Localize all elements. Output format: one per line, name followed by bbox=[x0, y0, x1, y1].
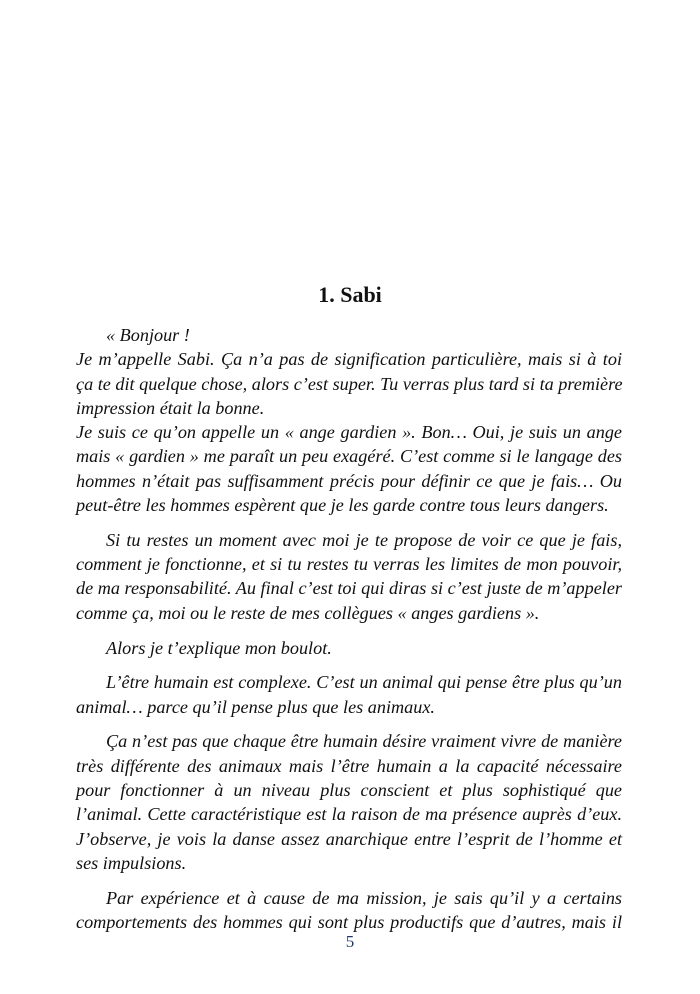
text-line: peut-être les hommes espèrent que je les garde contre tous leurs dangers. bbox=[76, 495, 609, 516]
paragraph bbox=[76, 636, 622, 660]
paragraph bbox=[76, 729, 622, 875]
text-line: très différente des animaux mais l’être humain a la capacité nécessaire bbox=[76, 755, 622, 776]
text-line: mais « gardien » me paraît un peu exagéré. C’est comme si le langage des bbox=[76, 446, 622, 467]
text-line: « Bonjour ! bbox=[106, 325, 190, 345]
text-line: animal… parce qu’il pense plus que les animaux. bbox=[76, 696, 435, 717]
chapter-title: 1. Sabi bbox=[318, 282, 382, 307]
text-line: Alors je t’explique mon boulot. bbox=[106, 637, 332, 658]
text-line: de ma responsabilité. Au final c’est toi qui diras si c’est juste de m’appeler bbox=[76, 578, 622, 599]
text-line: comment je fonctionne, et si tu restes tu verras les limites de mon pouvoir, bbox=[76, 554, 622, 575]
text-line: Si tu restes un moment avec moi je te propose de voir ce que je fais, bbox=[106, 529, 622, 550]
text-line: ça te dit quelque chose, alors c’est super. Tu verras plus tard si ta première bbox=[76, 373, 623, 394]
paragraph bbox=[76, 886, 622, 935]
paragraph bbox=[76, 323, 622, 347]
paragraph bbox=[76, 670, 622, 719]
text-line: impression était la bonne. bbox=[76, 397, 265, 418]
paragraph bbox=[76, 528, 622, 625]
text-line: hommes n’était pas suffisamment précis pour définir ce que je fais… Ou bbox=[76, 470, 622, 491]
text-line: comme ça, moi ou le reste de mes collègues « anges gardiens ». bbox=[76, 602, 540, 623]
paragraph bbox=[76, 420, 622, 517]
text-line: l’animal. Cette caractéristique est la raison de ma présence auprès d’eux. bbox=[76, 804, 622, 825]
chapter-body bbox=[76, 323, 622, 945]
text-line: Je m’appelle Sabi. Ça n’a pas de signification particulière, mais si à toi bbox=[76, 349, 622, 370]
text-line: Par expérience et à cause de ma mission, je sais qu’il y a certains bbox=[106, 887, 622, 908]
text-line: Je suis ce qu’on appelle un « ange gardien ». Bon… Oui, je suis un ange bbox=[76, 422, 622, 443]
page-number: 5 bbox=[345, 932, 355, 951]
text-line: J’observe, je vois la danse assez anarchique entre l’esprit de l’homme et bbox=[76, 828, 622, 849]
paragraph bbox=[76, 347, 622, 420]
text-line: comportements des hommes qui sont plus productifs que d’autres, mais il bbox=[76, 912, 622, 933]
text-line: pour fonctionner à un niveau plus conscient et plus sophistiqué que bbox=[76, 780, 622, 801]
text-line: ses impulsions. bbox=[76, 852, 187, 873]
text-line: Ça n’est pas que chaque être humain désire vraiment vivre de manière bbox=[106, 731, 622, 752]
text-line: L’être humain est complexe. C’est un animal qui pense être plus qu’un bbox=[106, 672, 622, 693]
